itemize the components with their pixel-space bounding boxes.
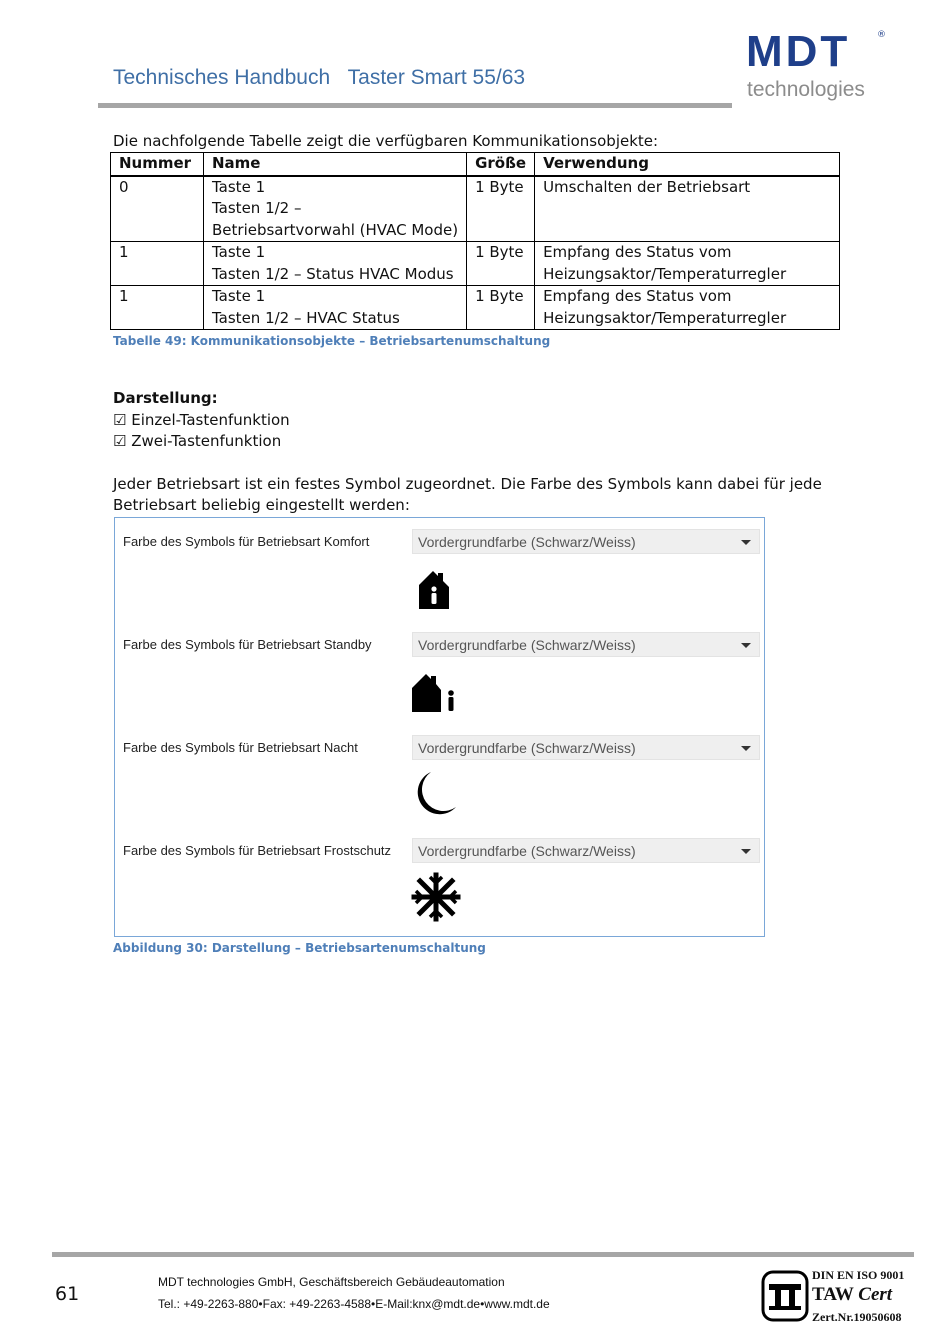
taw-cert-logo-icon <box>761 1270 809 1322</box>
logo-mark: MDT <box>746 27 851 76</box>
table-caption: Tabelle 49: Kommunikationsobjekte – Betriebsartenumschaltung <box>113 334 551 348</box>
cell-nummer: 1 <box>111 286 204 330</box>
select-value: Vordergrundfarbe (Schwarz/Weiss) <box>418 637 636 653</box>
cert-taw-suffix: Cert <box>858 1284 893 1305</box>
cell-nummer: 1 <box>111 242 204 286</box>
cell-name <box>204 176 467 242</box>
handbook-title: Technisches Handbuch <box>113 66 331 89</box>
cell-verwendung <box>535 176 840 242</box>
chevron-down-icon <box>741 643 751 648</box>
cell-name <box>204 286 467 330</box>
cert-taw <box>812 1284 892 1306</box>
col-header-nummer: Nummer <box>111 153 204 176</box>
cert-taw-name: TAW <box>812 1284 854 1305</box>
setting-label-standby: Farbe des Symbols für Betriebsart Standby <box>123 637 372 652</box>
color-select-komfort[interactable] <box>412 529 760 554</box>
cert-din-iso: DIN EN ISO 9001 <box>812 1268 905 1282</box>
footer-contact: Tel.: +49-2263-880•Fax: +49-2263-4588•E-Mail:knx@mdt.de•www.mdt.de <box>158 1297 550 1311</box>
table-row <box>111 242 840 286</box>
mdt-logo <box>746 27 896 102</box>
cell-name-line: Taste 1 <box>212 287 266 305</box>
product-title: Taster Smart 55/63 <box>347 66 526 89</box>
cell-name-line: Taste 1 <box>212 177 266 196</box>
cell-name-line: Betriebsartvorwahl (HVAC Mode) <box>212 220 459 239</box>
color-select-standby[interactable] <box>412 632 760 657</box>
setting-label-frostschutz: Farbe des Symbols für Betriebsart Frostschutz <box>123 843 392 858</box>
select-value: Vordergrundfarbe (Schwarz/Weiss) <box>418 740 636 756</box>
document-title <box>113 66 525 90</box>
col-header-verwendung: Verwendung <box>535 153 840 176</box>
color-select-frostschutz[interactable] <box>412 838 760 863</box>
communication-objects-table <box>110 152 840 330</box>
figure-caption: Abbildung 30: Darstellung – Betriebsartenumschaltung <box>113 941 486 955</box>
chevron-down-icon <box>741 540 751 545</box>
cell-verwendung-line: Empfang des Status vom <box>543 243 732 261</box>
table-row <box>111 286 840 330</box>
cell-verwendung-line: Empfang des Status vom <box>543 287 732 305</box>
darstellung-heading: Darstellung: <box>113 389 218 407</box>
cert-number: Zert.Nr.19050608 <box>812 1310 902 1324</box>
cell-verwendung <box>535 286 840 330</box>
cell-verwendung-line: Heizungsaktor/Temperaturregler <box>543 264 787 283</box>
option-einzel-tastenfunktion: ☑ Einzel-Tastenfunktion <box>113 411 290 429</box>
color-select-nacht[interactable] <box>412 735 760 760</box>
logo-registered: ® <box>877 30 886 40</box>
cell-name-line: Tasten 1/2 – HVAC Status <box>212 308 400 327</box>
footer-rule <box>52 1252 914 1257</box>
logo-subtitle: technologies <box>747 78 865 101</box>
snowflake-icon <box>411 872 461 922</box>
option-zwei-tastenfunktion: ☑ Zwei-Tastenfunktion <box>113 432 282 450</box>
col-header-groesse: Größe <box>467 153 535 176</box>
cell-verwendung-line: Heizungsaktor/Temperaturregler <box>543 308 787 327</box>
house-person-outside-icon <box>411 666 461 716</box>
table-header-row <box>111 153 840 176</box>
cell-name <box>204 242 467 286</box>
setting-label-komfort: Farbe des Symbols für Betriebsart Komfort <box>123 534 370 549</box>
cell-nummer: 0 <box>111 176 204 242</box>
cell-verwendung-line: Umschalten der Betriebsart <box>543 177 751 196</box>
chevron-down-icon <box>741 746 751 751</box>
settings-panel <box>114 517 765 937</box>
cell-name-line: Taste 1 <box>212 243 266 261</box>
moon-icon <box>411 769 461 819</box>
house-person-icon <box>411 563 461 613</box>
select-value: Vordergrundfarbe (Schwarz/Weiss) <box>418 843 636 859</box>
table-row <box>111 176 840 242</box>
select-value: Vordergrundfarbe (Schwarz/Weiss) <box>418 534 636 550</box>
intro-text: Die nachfolgende Tabelle zeigt die verfügbaren Kommunikationsobjekte: <box>113 132 659 150</box>
cell-name-line: Tasten 1/2 – <box>212 199 302 217</box>
header-rule <box>98 103 732 108</box>
footer-company: MDT technologies GmbH, Geschäftsbereich Gebäudeautomation <box>158 1275 505 1289</box>
cell-groesse: 1 Byte <box>467 242 535 286</box>
chevron-down-icon <box>741 849 751 854</box>
page-number: 61 <box>55 1283 80 1305</box>
cell-name-line: Tasten 1/2 – Status HVAC Modus <box>212 264 454 283</box>
cell-verwendung <box>535 242 840 286</box>
setting-label-nacht: Farbe des Symbols für Betriebsart Nacht <box>123 740 358 755</box>
cell-groesse: 1 Byte <box>467 176 535 242</box>
cell-groesse: 1 Byte <box>467 286 535 330</box>
col-header-name: Name <box>204 153 467 176</box>
description-paragraph: Jeder Betriebsart ist ein festes Symbol zugeordnet. Die Farbe des Symbols kann dabei für jede Betriebsart beliebig eingestellt werden: <box>113 475 822 514</box>
